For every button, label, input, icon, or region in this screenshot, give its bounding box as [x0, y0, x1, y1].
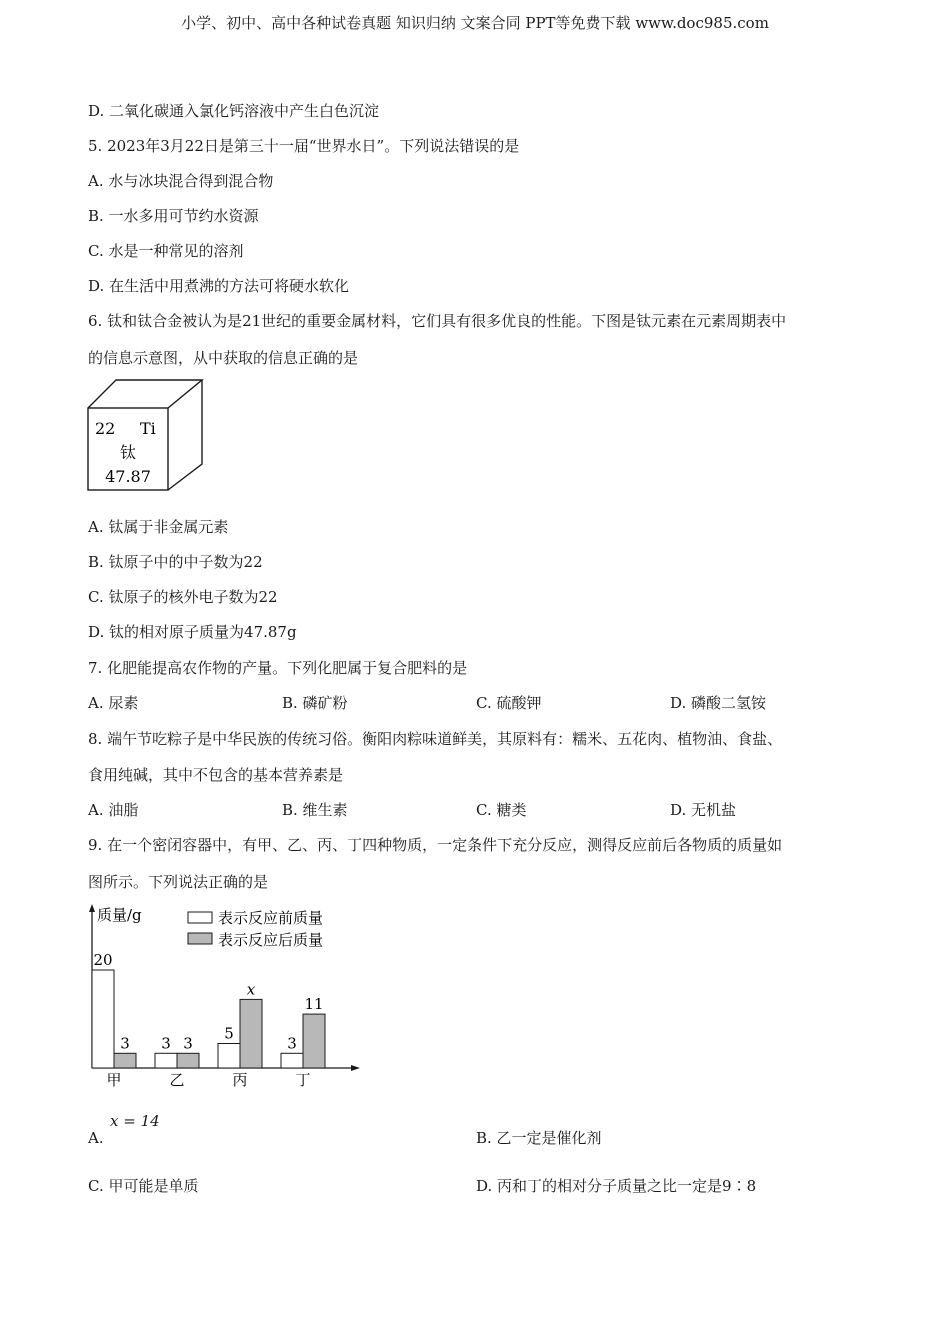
element-name: 钛: [119, 443, 137, 462]
x-axis-arrow: [351, 1065, 360, 1071]
element-cell-figure: [86, 378, 208, 494]
bar-value-label-before-1: 3: [161, 1034, 171, 1053]
q6-option-c: C. 钛原子的核外电子数为22: [88, 588, 278, 606]
category-label-2: 丙: [232, 1071, 248, 1089]
y-axis-arrow: [89, 904, 95, 912]
bar-value-label-before-2: 5: [224, 1024, 234, 1043]
q7-option-a: A. 尿素: [88, 694, 139, 712]
page-header: 小学、初中、高中各种试卷真题 知识归纳 文案合同 PPT等免费下载 www.doc985.com: [181, 14, 769, 32]
bar-value-label-after-3: 11: [304, 995, 324, 1014]
q8-stem-line1: 8. 端午节吃粽子是中华民族的传统习俗。衡阳肉粽味道鲜美，其原料有：糯米、五花肉、植物油、食盐、: [88, 730, 783, 748]
q5-option-b: B. 一水多用可节约水资源: [88, 207, 259, 225]
q9-stem-line1: 9. 在一个密闭容器中，有甲、乙、丙、丁四种物质，一定条件下充分反应，测得反应前后各物质的质量如: [88, 836, 783, 854]
q8-option-b: B. 维生素: [282, 801, 348, 819]
bar-before-2: [218, 1044, 240, 1069]
q6-stem-line1: 6. 钛和钛合金被认为是21世纪的重要金属材料，它们具有很多优良的性能。下图是钛元素在元素周期表中: [88, 312, 787, 330]
bar-before-3: [281, 1053, 303, 1068]
q9-option-b: B. 乙一定是催化剂: [476, 1129, 602, 1147]
cube-top-face: [88, 380, 202, 408]
q9-option-c: C. 甲可能是单质: [88, 1177, 199, 1195]
category-label-1: 乙: [169, 1071, 185, 1089]
bar-after-3: [303, 1014, 325, 1068]
bar-before-1: [155, 1053, 177, 1068]
element-symbol: Ti: [140, 419, 156, 438]
bar-value-label-after-0: 3: [120, 1034, 130, 1053]
q8-stem-line2: 食用纯碱，其中不包含的基本营养素是: [88, 766, 344, 784]
q5-stem: 5. 2023年3月22日是第三十一届“世界水日”。下列说法错误的是: [88, 137, 520, 155]
q8-option-d: D. 无机盐: [670, 801, 737, 819]
cube-side-face: [168, 380, 202, 490]
q6-stem-line2: 的信息示意图，从中获取的信息正确的是: [88, 349, 359, 367]
q4-option-d: D. 二氧化碳通入氯化钙溶液中产生白色沉淀: [88, 102, 380, 120]
q5-option-d: D. 在生活中用煮沸的方法可将硬水软化: [88, 277, 350, 295]
bar-after-0: [114, 1053, 136, 1068]
y-axis-label: 质量/g: [97, 906, 142, 924]
q5-option-c: C. 水是一种常见的溶剂: [88, 242, 244, 260]
mass-bar-chart: [80, 900, 370, 1092]
q8-option-a: A. 油脂: [88, 801, 139, 819]
q9-option-a-formula: x = 14: [110, 1112, 160, 1130]
q5-option-a: A. 水与冰块混合得到混合物: [88, 172, 274, 190]
bar-value-label-before-3: 3: [287, 1034, 297, 1053]
q6-option-b: B. 钛原子中的中子数为22: [88, 553, 263, 571]
category-label-0: 甲: [106, 1071, 122, 1089]
q9-option-a-label: A.: [88, 1129, 104, 1147]
atomic-number: 22: [95, 419, 116, 438]
bar-value-label-after-2: x: [246, 980, 256, 999]
bar-before-0: [92, 970, 114, 1068]
bar-after-2: [240, 999, 262, 1068]
legend-swatch-before: [188, 912, 212, 923]
q9-option-d: D. 丙和丁的相对分子质量之比一定是9∶8: [476, 1177, 757, 1195]
q9-stem-line2: 图所示。下列说法正确的是: [88, 873, 269, 891]
q8-option-c: C. 糖类: [476, 801, 527, 819]
bar-value-label-before-0: 20: [93, 951, 113, 969]
legend-label-before: 表示反应前质量: [218, 909, 324, 927]
bar-after-1: [177, 1053, 199, 1068]
legend-swatch-after: [188, 933, 212, 944]
bar-value-label-after-1: 3: [183, 1034, 193, 1053]
q7-stem: 7. 化肥能提高农作物的产量。下列化肥属于复合肥料的是: [88, 659, 468, 677]
q7-option-b: B. 磷矿粉: [282, 694, 348, 712]
q7-option-c: C. 硫酸钾: [476, 694, 542, 712]
atomic-mass: 47.87: [105, 467, 151, 486]
legend-label-after: 表示反应后质量: [218, 931, 324, 949]
category-label-3: 丁: [295, 1071, 311, 1089]
q6-option-a: A. 钛属于非金属元素: [88, 518, 229, 536]
q7-option-d: D. 磷酸二氢铵: [670, 694, 767, 712]
q6-option-d: D. 钛的相对原子质量为47.87g: [88, 623, 297, 641]
